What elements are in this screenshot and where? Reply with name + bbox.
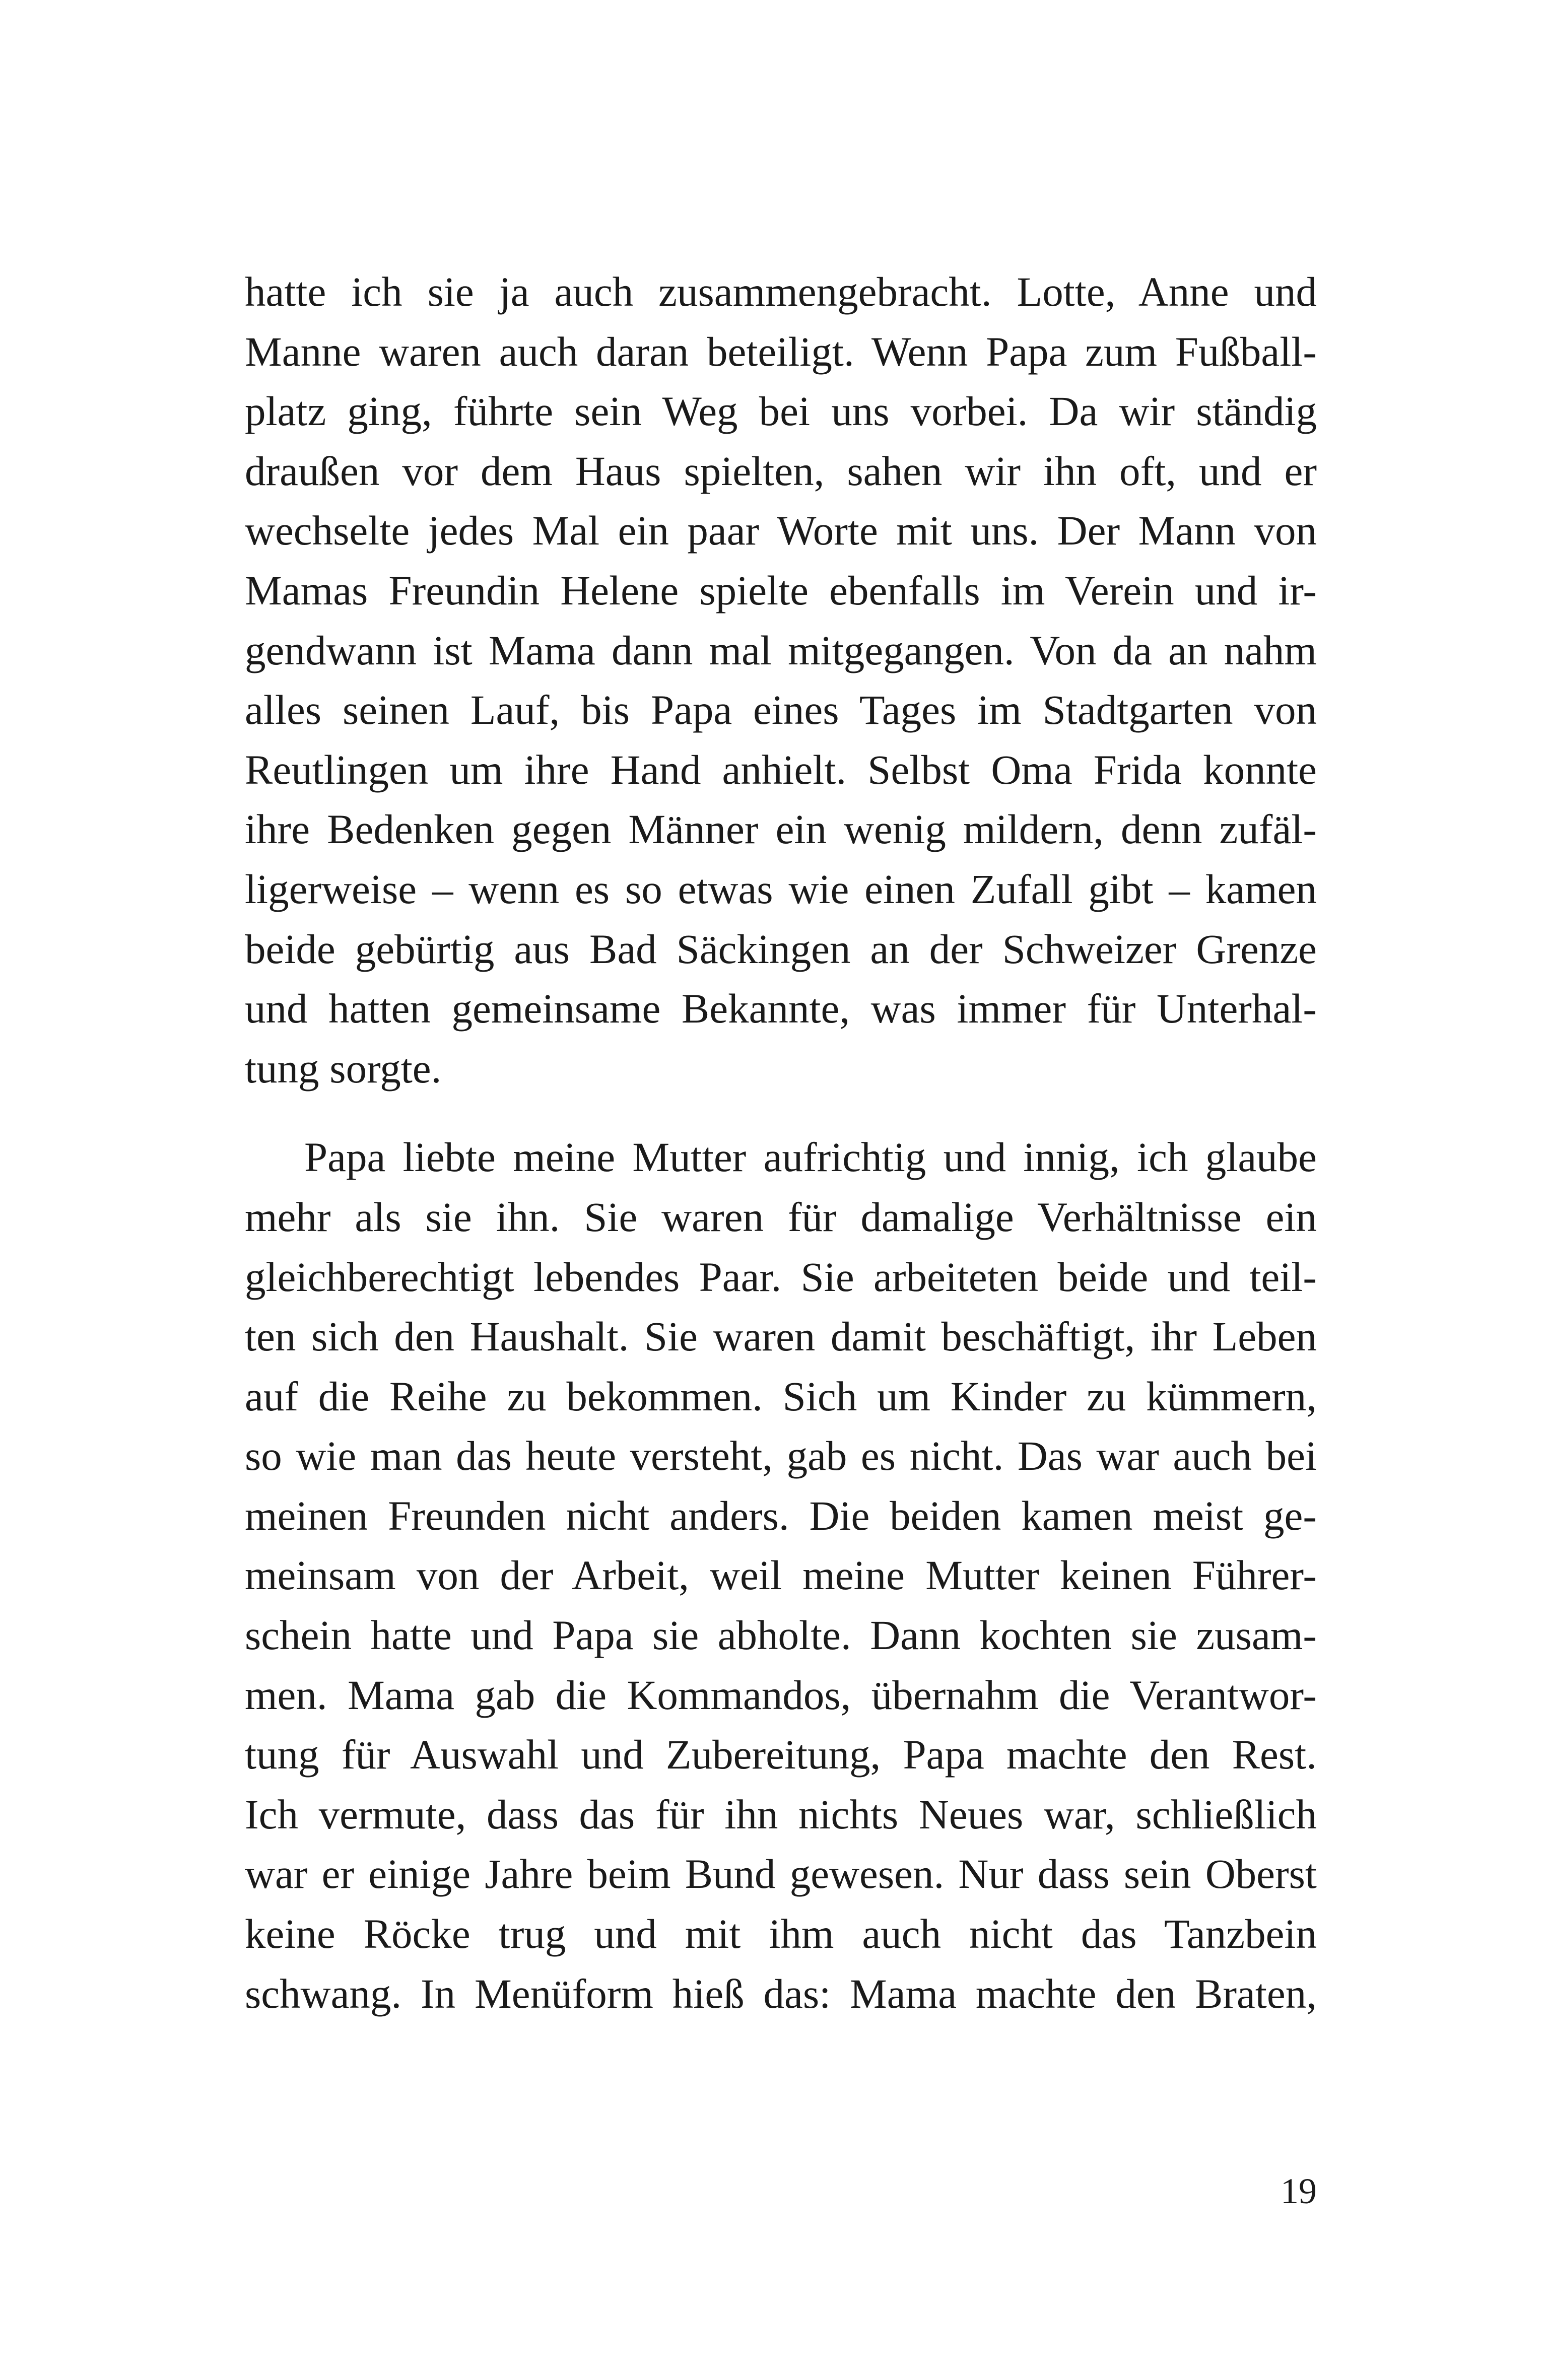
text-line: schwang. In Menüform hieß das: Mama machte den Braten, [245,1970,1317,2017]
text-line: Papa liebte meine Mutter aufrichtig und innig, ich glaube [304,1134,1317,1181]
text-line: Mamas Freundin Helene spielte ebenfalls im Verein und ir- [245,567,1317,614]
body-text [245,262,1317,2023]
text-line: hatte ich sie ja auch zusammengebracht. Lotte, Anne und [245,268,1317,315]
text-line: keine Röcke trug und mit ihm auch nicht das Tanzbein [245,1911,1317,1957]
text-line: mehr als sie ihn. Sie waren für damalige Verhältnisse ein [245,1193,1317,1240]
text-line: gendwann ist Mama dann mal mitgegangen. Von da an nahm [245,627,1317,673]
text-line: tung sorgte. [245,1045,442,1092]
text-line: men. Mama gab die Kommandos, übernahm die Verantwor- [245,1671,1317,1718]
text-line: so wie man das heute versteht, gab es nicht. Das war auch bei [245,1433,1317,1479]
text-line: auf die Reihe zu bekommen. Sich um Kinder zu kümmern, [245,1373,1317,1419]
text-line: draußen vor dem Haus spielten, sahen wir ihn oft, und er [245,447,1317,494]
text-line: war er einige Jahre beim Bund gewesen. Nur dass sein Oberst [245,1851,1317,1897]
text-line: alles seinen Lauf, bis Papa eines Tages im Stadtgarten von [245,687,1317,733]
text-line: ten sich den Haushalt. Sie waren damit beschäftigt, ihr Leben [245,1313,1317,1360]
text-line: Manne waren auch daran beteiligt. Wenn Papa zum Fußball- [245,328,1317,375]
paragraph-2 [245,1127,1317,2023]
paragraph-1 [245,262,1317,1098]
text-line: meinsam von der Arbeit, weil meine Mutter keinen Führer- [245,1552,1317,1599]
text-line: gleichberechtigt lebendes Paar. Sie arbeiteten beide und teil- [245,1253,1317,1300]
text-line: schein hatte und Papa sie abholte. Dann kochten sie zusam- [245,1612,1317,1659]
text-line: Ich vermute, dass das für ihn nichts Neues war, schließlich [245,1791,1317,1838]
text-line: tung für Auswahl und Zubereitung, Papa machte den Rest. [245,1731,1317,1778]
text-line: Reutlingen um ihre Hand anhielt. Selbst Oma Frida konnte [245,746,1317,793]
text-line: und hatten gemeinsame Bekannte, was immer für Unterhal- [245,985,1317,1032]
text-line: ligerweise – wenn es so etwas wie einen Zufall gibt – kamen [245,865,1317,912]
text-line: wechselte jedes Mal ein paar Worte mit uns. Der Mann von [245,507,1317,554]
text-line: ihre Bedenken gegen Männer ein wenig mildern, denn zufäl- [245,806,1317,853]
text-line: meinen Freunden nicht anders. Die beiden kamen meist ge- [245,1492,1317,1539]
text-line: beide gebürtig aus Bad Säckingen an der Schweizer Grenze [245,925,1317,972]
page-number: 19 [1281,2171,1317,2211]
text-line: platz ging, führte sein Weg bei uns vorbei. Da wir ständig [245,388,1317,435]
